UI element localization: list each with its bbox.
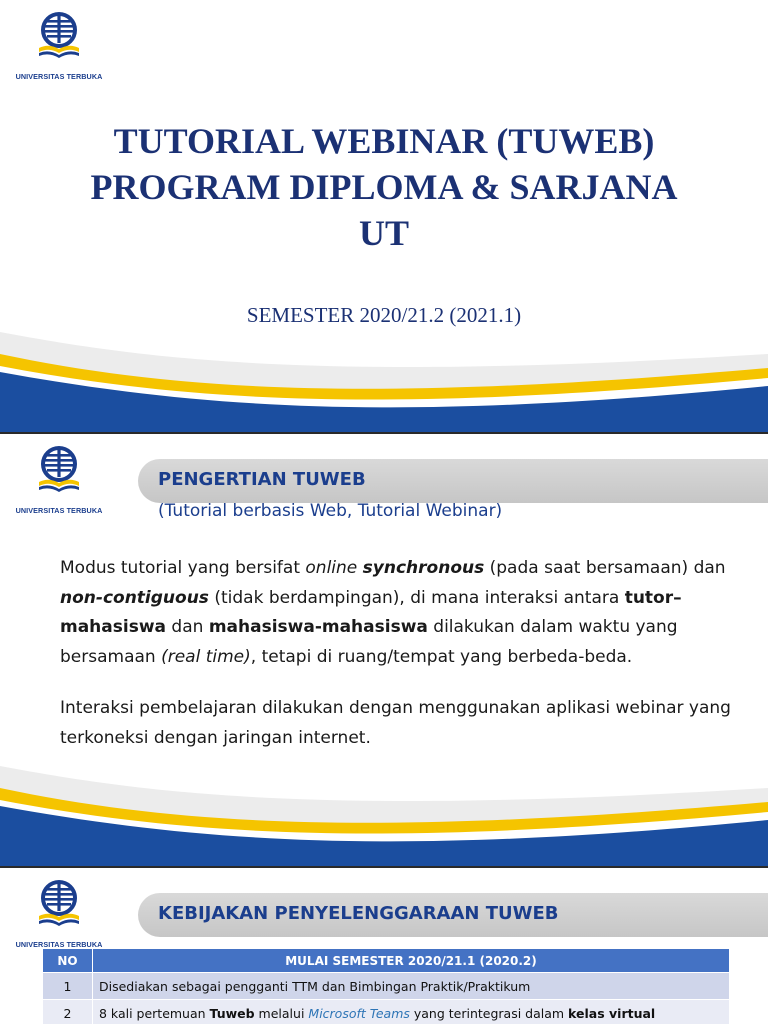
text-run: dan — [166, 617, 209, 637]
slide-subtitle: SEMESTER 2020/21.2 (2021.1) — [246, 303, 522, 327]
section-subheading: (Tutorial berbasis Web, Tutorial Webinar) — [158, 501, 503, 521]
text-run: tutor–mahasiswa — [60, 587, 682, 637]
text-run: online — [305, 558, 358, 578]
title-line: TUTORIAL WEBINAR (TUWEB) — [113, 121, 655, 161]
text-run: (real time) — [161, 646, 251, 667]
ut-logo — [13, 446, 105, 518]
row-text — [93, 1000, 730, 1024]
column-header-no: NO — [43, 949, 93, 973]
text-run: yang terintegrasi dalam — [409, 1005, 569, 1021]
definition-slide — [0, 434, 768, 866]
footer-wave — [0, 766, 768, 866]
title-line: UT — [358, 213, 409, 253]
text-run: (tidak berdampingan), di mana interaksi antara — [208, 587, 625, 608]
paragraph: Interaksi pembelajaran dilakukan dengan menggunakan aplikasi webinar yang terkoneksi dengan jaringan internet. — [60, 698, 731, 748]
slide-title — [20, 118, 748, 256]
body-text — [60, 554, 750, 775]
heading-bar — [138, 893, 768, 937]
policy-table — [42, 948, 730, 1024]
text-run: synchronous — [362, 558, 485, 578]
text-run: Microsoft Teams — [308, 1005, 410, 1021]
section-heading: PENGERTIAN TUWEB — [158, 469, 366, 490]
text-run: , tetapi di ruang/tempat yang berbeda-beda. — [250, 646, 633, 667]
logo-text: UNIVERSITAS TERBUKA — [15, 506, 103, 515]
text-run: Tuweb — [209, 1005, 255, 1021]
footer-wave — [0, 332, 768, 432]
text-run: Modus tutorial yang bersifat — [60, 558, 306, 578]
column-header-main: MULAI SEMESTER 2020/21.1 (2020.2) — [93, 949, 730, 973]
text-run: (pada saat bersamaan) dan — [484, 558, 726, 578]
text-run: mahasiswa-mahasiswa — [208, 617, 428, 637]
text-run: melalui — [254, 1005, 309, 1021]
table-header-row — [43, 949, 730, 973]
table-row — [43, 973, 730, 1000]
ut-emblem-icon — [35, 880, 83, 928]
text-run: kelas virtual — [568, 1005, 656, 1021]
ut-logo — [13, 12, 105, 84]
logo-text: UNIVERSITAS TERBUKA — [15, 940, 103, 949]
ut-emblem-icon — [35, 446, 83, 494]
text-run: dilakukan dalam waktu yang bersamaan — [60, 617, 678, 667]
logo-text: UNIVERSITAS TERBUKA — [15, 72, 103, 81]
text-run: non-contiguous — [60, 587, 209, 608]
title-line: PROGRAM DIPLOMA & SARJANA — [90, 167, 678, 207]
policy-slide — [0, 868, 768, 1024]
paragraph — [60, 554, 750, 672]
row-text: Disediakan sebagai pengganti TTM dan Bimbingan Praktik/Praktikum — [93, 973, 730, 1000]
table-row — [43, 1000, 730, 1024]
section-heading: KEBIJAKAN PENYELENGGARAAN TUWEB — [158, 903, 559, 924]
ut-logo — [13, 880, 105, 952]
ut-emblem-icon — [35, 12, 83, 60]
heading-bar — [138, 459, 768, 503]
title-slide — [0, 0, 768, 432]
row-number: 1 — [43, 973, 93, 1000]
text-run: 8 kali pertemuan — [99, 1005, 210, 1021]
row-number: 2 — [43, 1000, 93, 1024]
